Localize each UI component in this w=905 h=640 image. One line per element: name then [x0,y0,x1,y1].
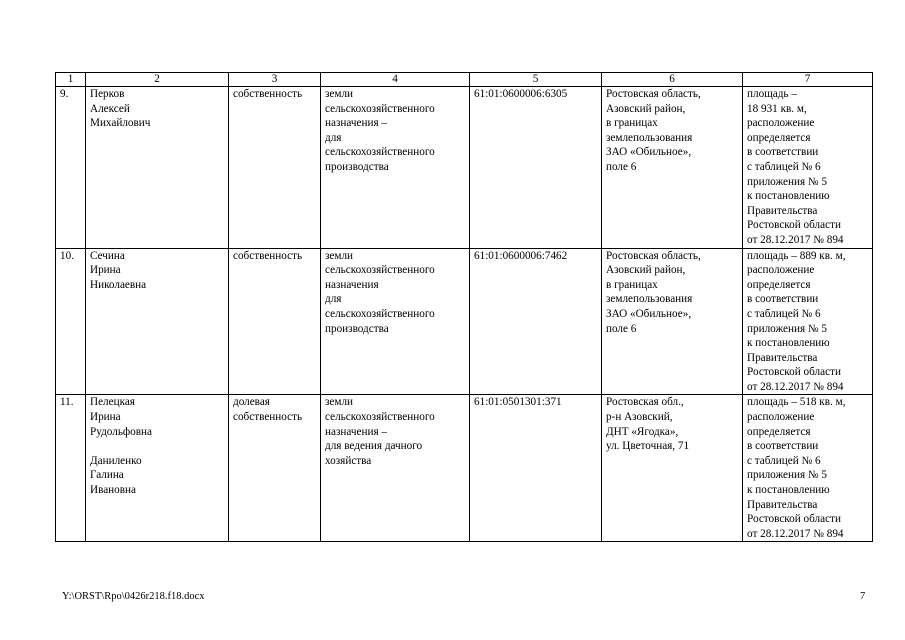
details-line: приложения № 5 [747,175,827,188]
column-header: 3 [229,73,321,87]
land-category-line: для ведения дачного [325,440,423,453]
owner-name-line: Сечина [90,249,125,262]
table-row [56,87,873,249]
details-line: расположение [747,411,815,424]
column-header: 4 [321,73,470,87]
details-line: приложения № 5 [747,469,827,482]
cadastral-number-cell: 61:01:0600006:6305 [470,87,602,249]
right-type-cell [229,248,321,395]
owner-name-line: Ирина [90,264,121,277]
details-line: с таблицей № 6 [747,307,821,320]
location-line: ЗАО «Обильное», [606,146,692,159]
land-registry-table [55,72,873,542]
column-header: 5 [470,73,602,87]
location-line: землепользования [606,131,693,144]
details-line: к постановлению [747,337,830,350]
owner-name-line: Михайлович [90,117,151,130]
cadastral-number-cell: 61:01:0501301:371 [470,395,602,542]
location-line: Ростовская область, [606,249,701,262]
details-line: к постановлению [747,484,830,497]
row-number: 9. [56,87,86,249]
land-category-line: производства [325,160,389,173]
details-line: в соответствии [747,293,819,306]
details-line: Ростовской области [747,513,841,526]
owner-name-line: Ирина [90,411,121,424]
owner-name-line: Алексей [90,102,130,115]
details-cell [743,395,873,542]
footer-file-path: Y:\ORST\Rpo\0426r218.f18.docx [62,591,205,602]
location-line: р-н Азовский, [606,411,673,424]
column-header: 6 [602,73,743,87]
land-category-line: назначения [325,278,379,291]
location-cell [602,248,743,395]
details-line: расположение [747,117,815,130]
details-line: приложения № 5 [747,322,827,335]
right-type-line: собственность [233,88,303,100]
location-line: ЗАО «Обильное», [606,307,692,320]
column-header: 2 [86,73,229,87]
land-category-line: сельскохозяйственного [325,307,435,320]
right-type-line: долевая [233,396,270,409]
land-category-cell [321,248,470,395]
row-number: 10. [56,248,86,395]
location-line: поле 6 [606,160,637,173]
land-category-line: сельскохозяйственного [325,146,435,159]
location-cell [602,87,743,249]
location-line: Азовский район, [606,264,686,277]
details-cell [743,248,873,395]
page-number: 7 [860,591,866,602]
land-category-line: земли [325,88,354,100]
owner-name-cell [86,87,229,249]
land-category-line: земли [325,249,354,262]
details-line: к постановлению [747,190,830,203]
details-line: в соответствии [747,440,819,453]
details-line: с таблицей № 6 [747,454,821,467]
details-line: Правительства [747,498,818,511]
column-header: 7 [743,73,873,87]
right-type-cell [229,395,321,542]
table-row [56,248,873,395]
details-line: Ростовской области [747,219,841,232]
right-type-line: собственность [233,249,303,262]
details-line: определяется [747,425,811,438]
details-line: определяется [747,131,811,144]
location-line: в границах [606,117,658,130]
details-line: Ростовской области [747,366,841,379]
details-cell [743,87,873,249]
owner-name-cell [86,395,229,542]
land-category-line: назначения – [325,117,387,130]
land-category-line: производства [325,322,389,335]
details-line: от 28.12.2017 № 894 [747,380,844,393]
land-category-line: сельскохозяйственного [325,102,435,115]
land-category-line: хозяйства [325,454,372,467]
land-category-line: земли [325,396,354,409]
details-line: с таблицей № 6 [747,160,821,173]
owner-name-line: Даниленко [90,454,142,467]
details-line: 18 931 кв. м, [747,102,807,115]
row-number: 11. [56,395,86,542]
details-line: Правительства [747,204,818,217]
owner-spacer [90,439,224,454]
details-line: от 28.12.2017 № 894 [747,527,844,540]
table-header-row [56,73,873,87]
table-row [56,395,873,542]
details-line: Правительства [747,351,818,364]
details-line: площадь – 518 кв. м, [747,396,846,409]
location-line: ул. Цветочная, 71 [606,440,690,453]
location-line: в границах [606,278,658,291]
details-line: площадь – 889 кв. м, [747,249,846,262]
location-cell [602,395,743,542]
details-line: расположение [747,264,815,277]
location-line: Азовский район, [606,102,686,115]
owner-name-line: Николаевна [90,278,147,291]
land-category-line: сельскохозяйственного [325,411,435,424]
location-line: поле 6 [606,322,637,335]
right-type-cell [229,87,321,249]
owner-name-line: Рудольфовна [90,425,153,438]
details-line: от 28.12.2017 № 894 [747,233,844,246]
land-category-cell [321,87,470,249]
details-line: определяется [747,278,811,291]
column-header: 1 [56,73,86,87]
location-line: ДНТ «Ягодка», [606,425,679,438]
right-type-line: собственность [233,411,303,424]
location-line: землепользования [606,293,693,306]
owner-name-line: Перков [90,88,125,100]
location-line: Ростовская обл., [606,396,684,409]
cadastral-number-cell: 61:01:0600006:7462 [470,248,602,395]
land-category-line: для [325,293,342,306]
land-category-line: сельскохозяйственного [325,264,435,277]
land-category-cell [321,395,470,542]
details-line: площадь – [747,88,797,100]
land-category-line: назначения – [325,425,387,438]
owner-name-line: Ивановна [90,484,136,497]
owner-name-line: Галина [90,469,124,482]
land-category-line: для [325,131,342,144]
location-line: Ростовская область, [606,88,701,100]
owner-name-cell [86,248,229,395]
owner-name-line: Пелецкая [90,396,135,409]
details-line: в соответствии [747,146,819,159]
